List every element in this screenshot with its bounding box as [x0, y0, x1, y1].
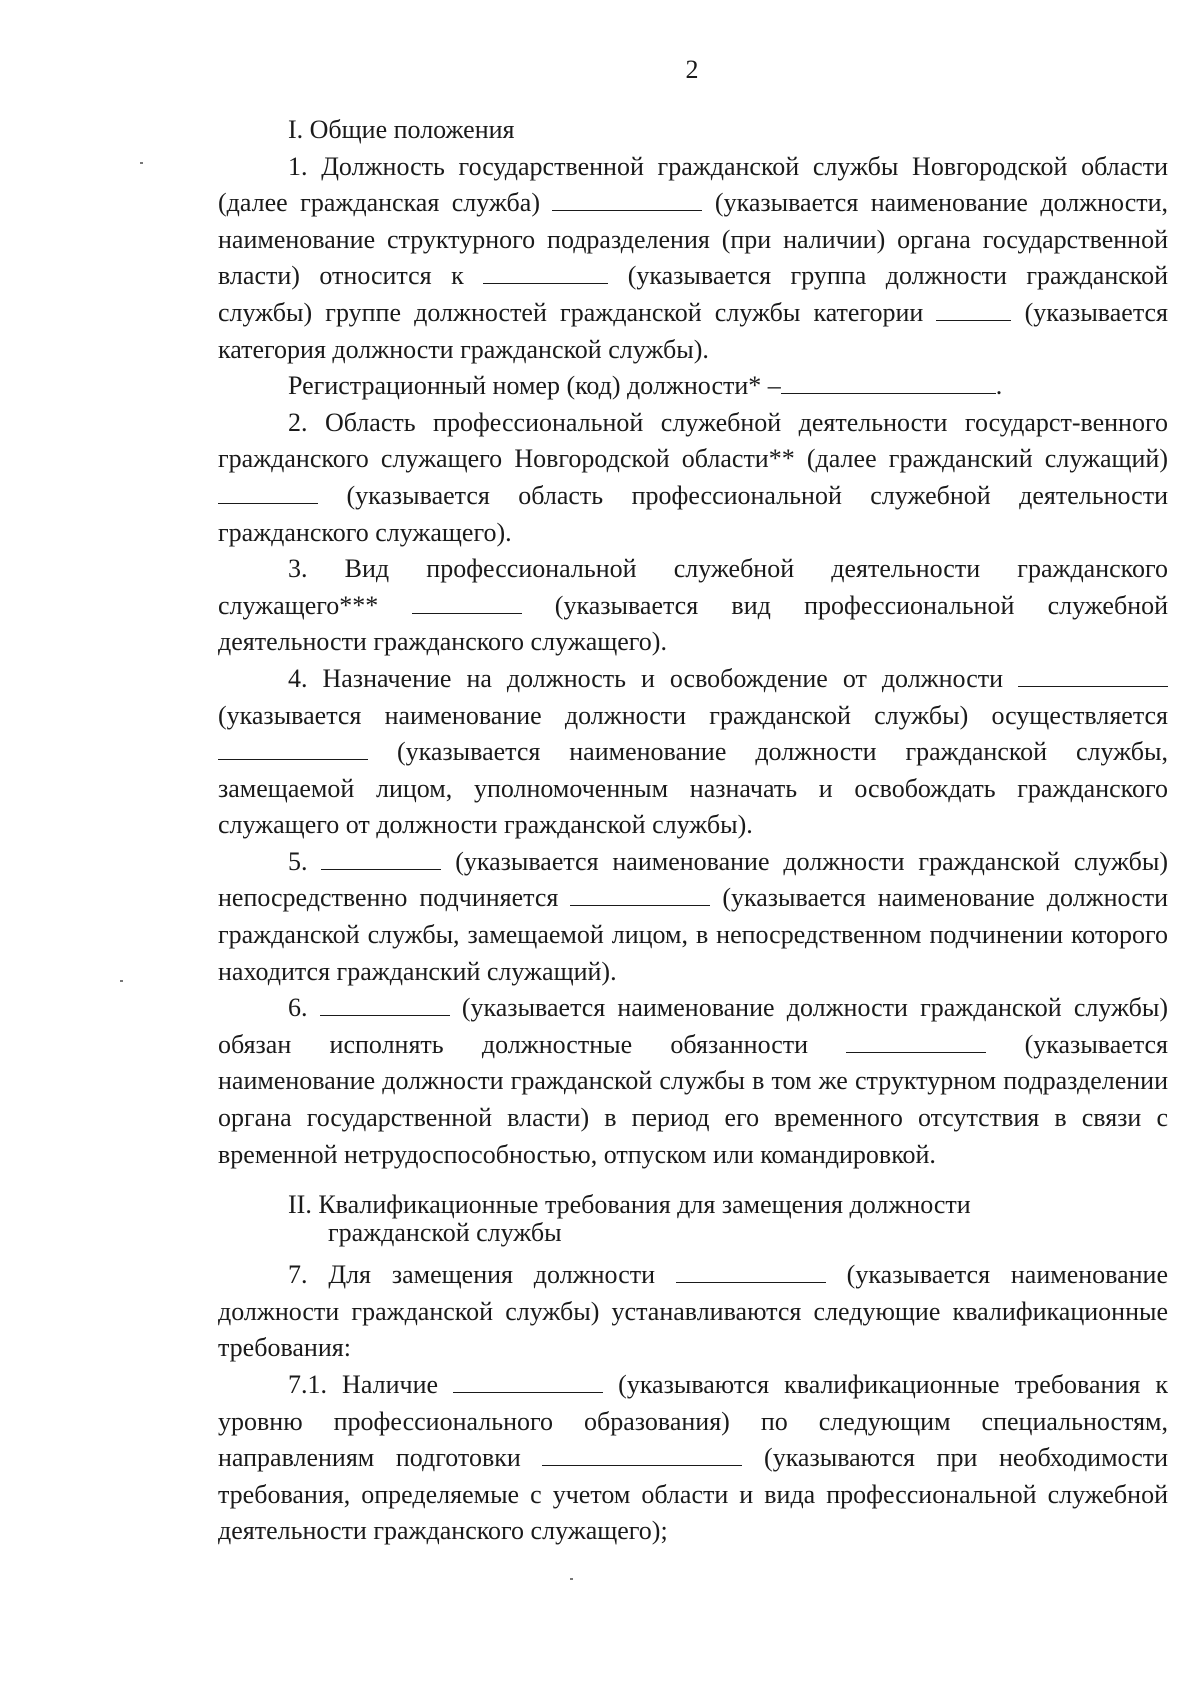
paragraph-7-1: 7.1. Наличие (указываются квалификационные требования к уровню профессионального образования) по следующим специальностям, направлениям подготовки (указываются при необходимости требования, определяемые с учетом области и вида профессиональной служебной деятельности гражданского служащего);	[218, 1370, 1169, 1546]
blank-position-name	[552, 188, 702, 211]
blank-education-requirements	[453, 1370, 603, 1393]
blank-activity-area	[218, 481, 318, 504]
paragraph-7: 7. Для замещения должности (указывается наименование должности гражданской службы) устанавливаются следующие квалификационные требования:	[218, 1260, 1168, 1363]
paragraph-5: 5. (указывается наименование должности гражданской службы) непосредственно подчиняется (указывается наименование должности гражданской службы, замещаемой лицом, в непосредственном подчинении которого находится гражданский служащий).	[218, 846, 1169, 986]
paragraph-3: 3. Вид профессиональной служебной деятельности гражданского служащего*** (указывается вид профессиональной служебной деятельности гражданского служащего).	[218, 554, 1169, 657]
paragraph-1: 1. Должность государственной гражданской службы Новгородской области (далее гражданская служба) (указывается наименование должности, наименование структурного подразделения (при наличии) органа государственной власти) относится к (указывается группа должности гражданской службы) группе должностей гражданской службы категории (указывается категория должности гражданской службы).	[218, 151, 1169, 364]
blank-supervisor-position	[570, 883, 710, 906]
document-body	[218, 112, 1168, 1550]
scan-speck	[120, 980, 123, 982]
blank-appointing-position	[218, 737, 368, 760]
blank-activity-type	[412, 591, 522, 614]
blank-position-category	[936, 298, 1011, 321]
blank-position-name	[676, 1260, 826, 1283]
registration-number: Регистрационный номер (код) должности* – .	[288, 371, 1003, 401]
blank-position-name	[1018, 664, 1168, 687]
scan-speck	[140, 162, 143, 164]
paragraph-6: 6. (указывается наименование должности гражданской службы) обязан исполнять должностные обязанности (указывается наименование должности гражданской службы в том же структурном подразделении органа государственной власти) в период его временного отсутствия в связи с временной нетрудоспособностью, отпуском или командировкой.	[218, 993, 1169, 1169]
blank-position-name	[321, 847, 441, 870]
paragraph-2: 2. Область профессиональной служебной деятельности государст-венного гражданского служащего Новгородской области** (далее гражданский служащий) (указывается область профессиональной служебной деятельности гражданского служащего).	[218, 407, 1168, 547]
blank-registration-code	[781, 371, 996, 394]
section-1-title: I. Общие положения	[288, 115, 515, 144]
blank-position-name	[320, 993, 450, 1016]
section-2-title: II. Квалификационные требования для замещения должности гражданской службы	[288, 1190, 971, 1248]
paragraph-4: 4. Назначение на должность и освобождение от должности (указывается наименование должности гражданской службы) осуществляется (указывается наименование должности гражданской службы, замещаемой лицом, уполномоченным назначать и освобождать гражданского служащего от должности гражданской службы).	[218, 663, 1169, 840]
scan-speck	[570, 1578, 573, 1580]
blank-position-group	[483, 261, 608, 284]
blank-specialties	[542, 1443, 742, 1466]
blank-substitute-position	[846, 1030, 986, 1053]
page-number: 2	[685, 55, 699, 84]
